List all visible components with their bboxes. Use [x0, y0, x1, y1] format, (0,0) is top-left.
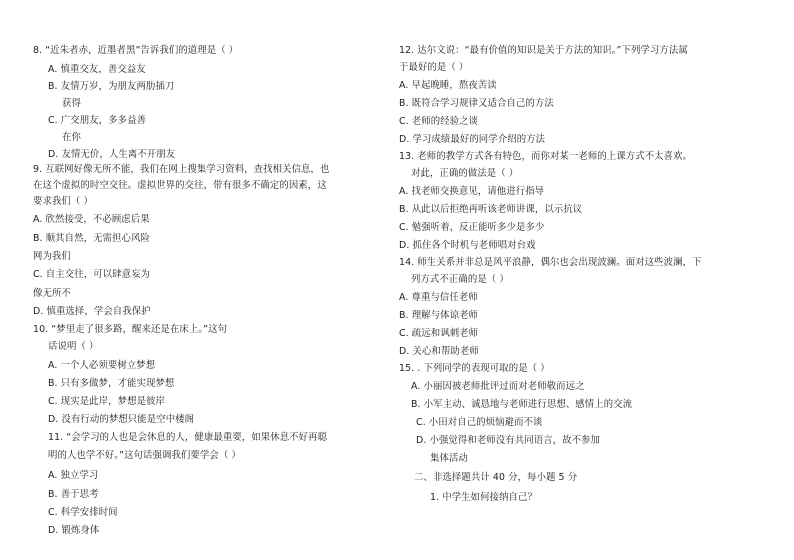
question-8-option-a: A. 慎重交友，善交益友: [48, 64, 146, 75]
question-15-option-a: A. 小丽因被老师批评过而对老师敬而远之: [411, 381, 585, 392]
question-9-stem-line-3: 要求我们（ ）: [33, 196, 93, 207]
question-15-option-c: C. 小田对自己的烦恼避而不谈: [416, 417, 543, 428]
question-15-option-d: D. 小强觉得和老师没有共同语言，故不参加: [416, 435, 601, 446]
question-11-option-a: A. 独立学习: [48, 470, 99, 481]
question-15-stem: 15. . 下列同学的表现可取的是（ ）: [399, 363, 550, 374]
question-12-stem-line-2: 于最好的是（ ）: [399, 62, 469, 73]
question-8-option-c: C. 广交朋友，多多益善: [48, 115, 147, 126]
question-8-option-c-fragment: 在你: [62, 132, 81, 143]
question-12-option-d: D. 学习成绩最好的同学介绍的方法: [399, 134, 546, 145]
question-14-option-a: A. 尊重与信任老师: [399, 292, 478, 303]
question-8-option-d: D. 友情无价，人生离不开朋友: [48, 149, 176, 160]
question-14-stem-line-2: 列方式不正确的是（ ）: [411, 274, 509, 285]
question-11-stem-line-2: 明的人也学不好。”这句话强调我们要学会（ ）: [48, 450, 241, 461]
question-15-option-b: B. 小军主动、诚恳地与老师进行思想、感情上的交流: [411, 399, 633, 410]
question-10-option-a: A. 一个人必须要树立梦想: [48, 360, 156, 371]
section-2-question-1: 1. 中学生如何接纳自己？: [430, 492, 537, 503]
question-8-option-b: B. 友情万岁，为朋友两肋插刀: [48, 81, 175, 92]
question-10-stem-line-2: 话说明（ ）: [48, 341, 99, 352]
question-14-option-b: B. 理解与体谅老师: [399, 310, 479, 321]
question-11-option-d: D. 锻炼身体: [48, 525, 100, 536]
question-12-option-a: A. 早起晚睡，熬夜苦读: [399, 80, 497, 91]
question-12-option-c: C. 老师的经验之谈: [399, 116, 479, 127]
question-9-fragment-1: 网为我们: [33, 251, 71, 262]
question-9-option-b: B. 顺其自然，无需担心风险: [33, 233, 150, 244]
question-9-stem-line-2: 在这个虚拟的时空交往。虚拟世界的交往，带有很多不确定的因素，这: [33, 180, 327, 191]
question-8-stem: 8. “近朱者赤，近墨者黑”告诉我们的道理是（ ）: [33, 45, 239, 56]
question-12-stem-line-1: 12. 达尔文说：“最有价值的知识是关于方法的知识。”下列学习方法属: [399, 45, 688, 56]
question-11-option-c: C. 科学安排时间: [48, 507, 118, 518]
question-8-option-b-fragment: 获得: [62, 98, 81, 109]
question-14-option-c: C. 疏远和讽刺老师: [399, 328, 479, 339]
question-9-option-c: C. 自主交往，可以肆意妄为: [33, 269, 151, 280]
question-15-option-d-continued: 集体活动: [430, 453, 468, 464]
question-10-stem-line-1: 10. “梦里走了很多路，醒来还是在床上。”这句: [33, 324, 228, 335]
question-9-option-a: A. 欣然接受，不必顾虑后果: [33, 214, 150, 225]
question-9-stem-line-1: 9. 互联网好像无所不能，我们在网上搜集学习资料，查找相关信息，也: [33, 164, 330, 175]
question-13-option-d: D. 抓住各个时机与老师唱对台戏: [399, 240, 536, 251]
question-13-stem-line-1: 13. 老师的教学方式各有特色，而你对某一老师的上课方式不太喜欢。: [399, 151, 693, 162]
question-9-option-d: D. 慎重选择，学会自我保护: [33, 306, 151, 317]
question-13-stem-line-2: 对此，正确的做法是（ ）: [411, 168, 519, 179]
section-2-heading: 二、非选择题共计 40 分，每小题 5 分: [414, 472, 578, 483]
question-9-fragment-2: 像无所不: [33, 288, 71, 299]
question-14-stem-line-1: 14. 师生关系并非总是风平浪静，偶尔也会出现波澜。面对这些波澜，下: [399, 257, 702, 268]
question-12-option-b: B. 既符合学习规律又适合自己的方法: [399, 98, 554, 109]
question-10-option-c: C. 现实是此岸，梦想是彼岸: [48, 396, 166, 407]
question-13-option-b: B. 从此以后拒绝再听该老师讲课，以示抗议: [399, 204, 583, 215]
question-10-option-b: B. 只有多做梦，才能实现梦想: [48, 378, 175, 389]
question-11-stem-line-1: 11. “会学习的人也是会休息的人，健康最重要，如果休息不好再聪: [48, 432, 328, 443]
question-13-option-a: A. 找老师交换意见，请他进行指导: [399, 186, 545, 197]
question-14-option-d: D. 关心和帮助老师: [399, 346, 479, 357]
question-13-option-c: C. 勉强听着，反正能听多少是多少: [399, 222, 545, 233]
question-10-option-d: D. 没有行动的梦想只能是空中楼阁: [48, 414, 195, 425]
question-11-option-b: B. 善于思考: [48, 489, 99, 500]
